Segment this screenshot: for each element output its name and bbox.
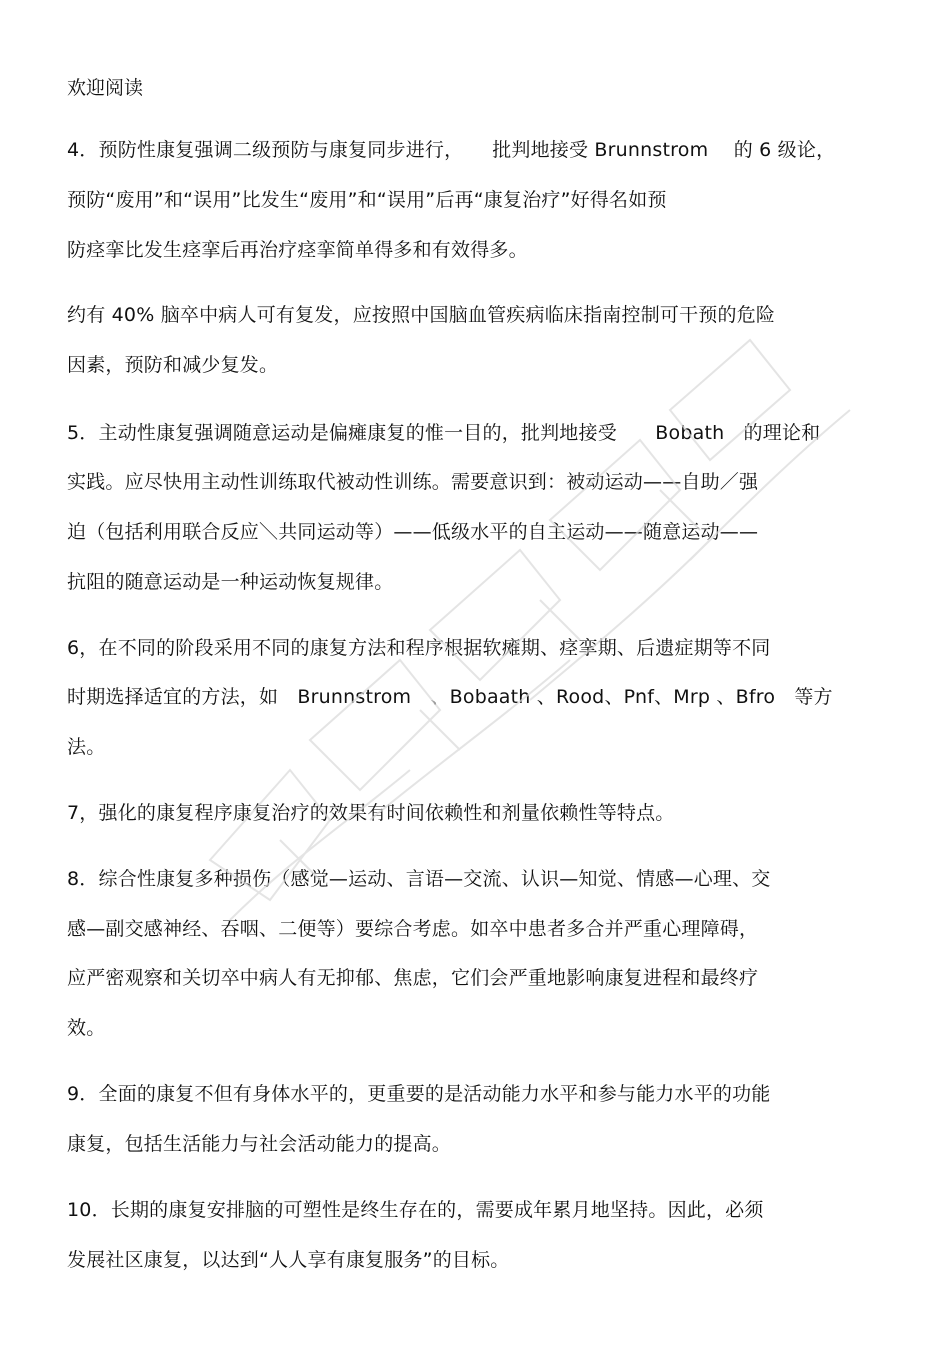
paragraph-8-line-1: 8．综合性康复多种损伤（感觉—运动、言语—交流、认识—知觉、情感—心理、交 xyxy=(67,868,771,890)
paragraph-5-line-3: 迫（包括利用联合反应＼共同运动等）——低级水平的自主运动——随意运动—— xyxy=(67,521,759,543)
paragraph-5-line-1: 5．主动性康复强调随意运动是偏瘫康复的惟一目的，批判地接受 Bobath 的理论和 xyxy=(67,422,821,444)
paragraph-6-line-3: 法。 xyxy=(67,736,106,758)
paragraph-recurrence-line-1: 约有 40% 脑卒中病人可有复发，应按照中国脑血管疾病临床指南控制可干预的危险 xyxy=(67,304,776,326)
paragraph-8-line-3: 应严密观察和关切卒中病人有无抑郁、焦虑，它们会严重地影响康复进程和最终疗 xyxy=(67,967,759,989)
page-header: 欢迎阅读 xyxy=(67,77,144,99)
paragraph-10-line-1: 10．长期的康复安排脑的可塑性是终生存在的，需要成年累月地坚持。因此，必须 xyxy=(67,1199,764,1221)
paragraph-5-line-4: 抗阻的随意运动是一种运动恢复规律。 xyxy=(67,571,394,593)
paragraph-6-line-1: 6，在不同的阶段采用不同的康复方法和程序根据软瘫期、痉挛期、后遗症期等不同 xyxy=(67,637,771,659)
paragraph-10-line-2: 发展社区康复，以达到“人人享有康复服务”的目标。 xyxy=(67,1249,510,1271)
paragraph-6-line-2: 时期选择适宜的方法，如 Brunnstrom 、Bobaath 、Rood、Pnf、Mrp 、Bfro 等方 xyxy=(67,686,833,708)
paragraph-4-line-1: 4．预防性康复强调二级预防与康复同步进行， 批判地接受 Brunnstrom 的 6 级论， xyxy=(67,139,836,161)
paragraph-7-line-1: 7，强化的康复程序康复治疗的效果有时间依赖性和剂量依赖性等特点。 xyxy=(67,802,675,824)
paragraph-4-line-3: 防痉挛比发生痉挛后再治疗痉挛简单得多和有效得多。 xyxy=(67,239,528,261)
paragraph-9-line-1: 9．全面的康复不但有身体水平的，更重要的是活动能力水平和参与能力水平的功能 xyxy=(67,1083,771,1105)
paragraph-4-line-2: 预防“废用”和“误用”比发生“废用”和“误用”后再“康复治疗”好得名如预 xyxy=(67,189,667,211)
paragraph-recurrence-line-2: 因素，预防和减少复发。 xyxy=(67,354,279,376)
paragraph-9-line-2: 康复，包括生活能力与社会活动能力的提高。 xyxy=(67,1133,452,1155)
paragraph-8-line-2: 感—副交感神经、吞咽、二便等）要综合考虑。如卒中患者多合并严重心理障碍， xyxy=(67,918,759,940)
paragraph-5-line-2: 实践。应尽快用主动性训练取代被动性训练。需要意识到：被动运动——自助／强 xyxy=(67,471,759,493)
paragraph-8-line-4: 效。 xyxy=(67,1017,106,1039)
